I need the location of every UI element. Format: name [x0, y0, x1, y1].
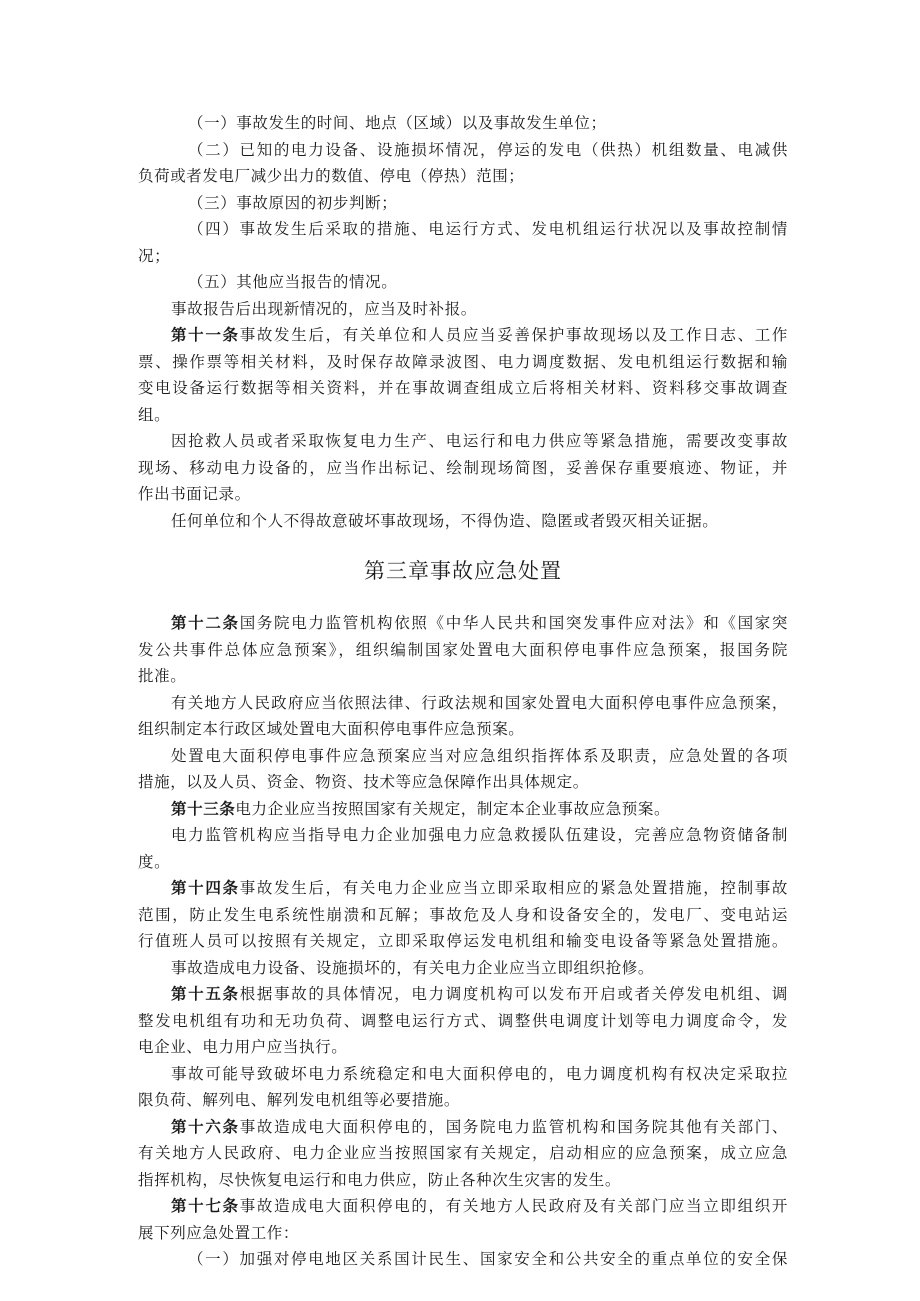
- article-line: [138, 796, 788, 823]
- paragraph-line: 批准。: [138, 667, 187, 685]
- article-text: 事故造成电大面积停电的，有关地方人民政府及有关部门应当立即组织开: [239, 1197, 789, 1215]
- paragraph-line: 电企业、电力用户应当执行。: [138, 1038, 348, 1056]
- article-text: 事故造成电大面积停电的，国务院电力监管机构和国务院其他有关部门、: [239, 1117, 789, 1136]
- paragraph-line: 发公共事件总体应急预案》，组织编制国家处置电大面积停电事件应急预案，报国务院: [138, 640, 788, 659]
- article-label: 第十一条: [171, 325, 240, 344]
- paragraph-line: （四）事故发生后采取的措施、电运行方式、发电机组运行状况以及事故控制情: [188, 220, 788, 238]
- paragraph-line: 事故造成电力设备、设施损坏的，有关电力企业应当立即组织抢修。: [171, 958, 655, 977]
- paragraph-line: 整发电机组有功和无功负荷、调整电运行方式、调整供电调度计划等电力调度命令，发: [138, 1011, 788, 1030]
- article-line: [138, 610, 788, 637]
- paragraph-line: （五）其他应当报告的情况。: [188, 273, 398, 291]
- article-label: 第十二条: [171, 613, 240, 632]
- paragraph-line: 组。: [138, 405, 171, 424]
- article-label: 第十三条: [171, 798, 236, 818]
- paragraph-line: 指挥机构，尽快恢复电运行和电力供应，防止各种次生灾害的发生。: [138, 1170, 622, 1189]
- paragraph-line: 措施，以及人员、资金、物资、技术等应急保障作出具体规定。: [138, 773, 589, 791]
- paragraph-line: 票、操作票等相关材料，及时保存故障录波图、电力调度数据、发电机组运行数据和输: [138, 352, 788, 371]
- paragraph-line: 展下列应急处置工作：: [138, 1223, 300, 1242]
- paragraph-line: 事故可能导致破坏电力系统稳定和电大面积停电的，电力调度机构有权决定采取拉: [171, 1064, 788, 1083]
- article-label: 第十四条: [171, 878, 240, 897]
- paragraph-line: 有关地方人民政府应当依照法律、行政法规和国家处置电大面积停电事件应急预案，: [171, 693, 788, 712]
- paragraph-line: 事故报告后出现新情况的，应当及时补报。: [171, 299, 477, 318]
- paragraph-line: （三）事故原因的初步判断；: [188, 193, 398, 212]
- paragraph-line: 因抢救人员或者采取恢复电力生产、电运行和电力供应等紧急措施，需要改变事故: [171, 432, 788, 450]
- paragraph-line: 变电设备运行数据等相关资料，并在事故调查组成立后将相关材料、资料移交事故调查: [138, 379, 788, 397]
- paragraph-line: 处置电大面积停电事件应急预案应当对应急组织指挥体系及职责，应急处置的各项: [171, 746, 788, 765]
- paragraph-line: 况；: [138, 246, 171, 265]
- paragraph-line: 有关地方人民政府、电力企业应当按照国家有关规定，启动相应的应急预案，成立应急: [138, 1144, 788, 1162]
- paragraph-line: 现场、移动电力设备的，应当作出标记、绘制现场简图，妥善保存重要痕迹、物证，并: [138, 458, 788, 477]
- article-line: [138, 981, 788, 1008]
- paragraph-line: 组织制定本行政区域处置电大面积停电事件应急预案。: [138, 720, 525, 738]
- paragraph-line: （一）事故发生的时间、地点（区域）以及事故发生单位；: [188, 114, 607, 132]
- paragraph-line: 限负荷、解列电、解列发电机组等必要措施。: [138, 1091, 461, 1109]
- paragraph-line: 负荷或者发电厂减少出力的数值、停电（停热）范围；: [138, 167, 525, 185]
- article-line: [138, 322, 788, 349]
- paragraph-line: 行值班人员可以按照有关规定，立即采取停运发电机组和输变电设备等紧急处置措施。: [138, 932, 788, 950]
- paragraph-line: 任何单位和个人不得故意破坏事故现场，不得伪造、隐匿或者毁灭相关证据。: [171, 511, 719, 530]
- article-label: 第十六条: [171, 1116, 240, 1136]
- article-line: [138, 1193, 788, 1220]
- paragraph-line: 作出书面记录。: [138, 485, 251, 503]
- article-text: 电力企业应当按照国家有关规定，制定本企业事故应急预案。: [235, 799, 671, 818]
- paragraph-line: 电力监管机构应当指导电力企业加强电力应急救援队伍建设，完善应急物资储备制: [171, 826, 788, 844]
- paragraph-line: （二）已知的电力设备、设施损坏情况，停运的发电（供热）机组数量、电减供: [188, 140, 788, 159]
- article-line: [138, 1114, 788, 1141]
- article-text: 国务院电力监管机构依照《中华人民共和国突发事件应对法》和《国家突: [239, 614, 789, 632]
- article-text: 事故发生后，有关电力企业应当立即采取相应的紧急处置措施，控制事故: [239, 879, 789, 897]
- document-page: [138, 110, 788, 1273]
- article-text: 事故发生后，有关单位和人员应当妥善保护事故现场以及工作日志、工作: [239, 326, 789, 344]
- paragraph-line: 度。: [138, 852, 171, 871]
- paragraph-line: 范围，防止发生电系统性崩溃和瓦解；事故危及人身和设备安全的，发电厂、变电站运: [138, 905, 788, 924]
- article-text: 根据事故的具体情况，电力调度机构可以发布开启或者关停发电机组、调: [239, 985, 789, 1003]
- article-line: [138, 875, 788, 902]
- chapter-title: 第三章事故应急处置: [364, 559, 562, 583]
- article-label: 第十七条: [171, 1196, 240, 1215]
- paragraph-line: （一）加强对停电地区关系国计民生、国家安全和公共安全的重点单位的安全保: [188, 1250, 788, 1268]
- article-label: 第十五条: [171, 984, 240, 1003]
